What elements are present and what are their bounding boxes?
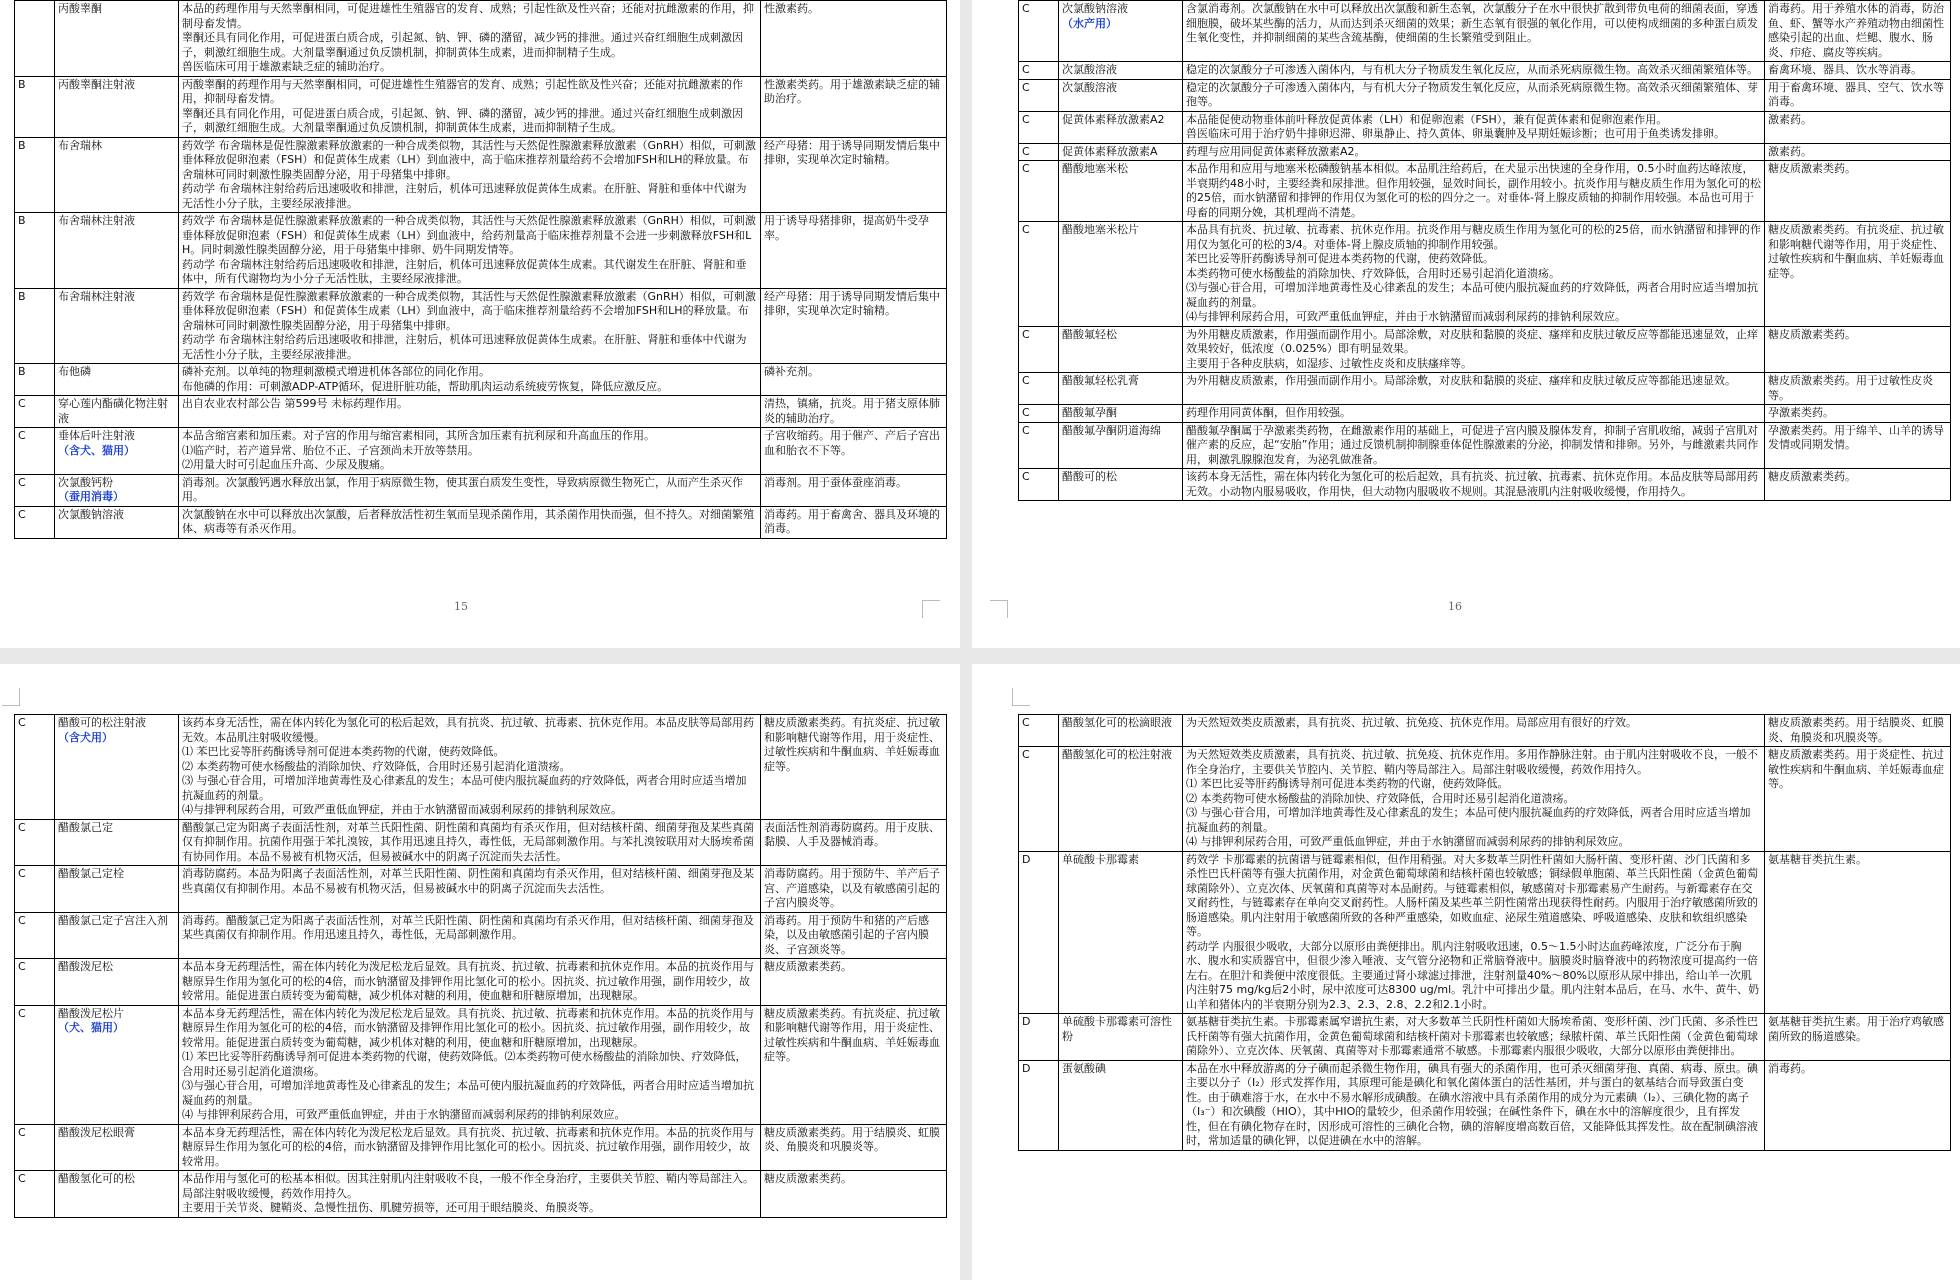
drug-category-cell: C: [1019, 469, 1059, 501]
table-row: [1019, 143, 1951, 161]
drug-category-cell: C: [15, 959, 55, 1006]
table-row: [15, 1124, 947, 1171]
indication-cell: 消毒剂。用于蚕体蚕座消毒。: [761, 474, 947, 506]
indication-cell: 糖皮质激素类药。用于结膜炎、虹膜炎、角膜炎和巩膜炎等。: [1765, 715, 1951, 747]
indication-cell: 孕激素类药。: [1765, 405, 1951, 423]
pharmacology-cell: 为外用糖皮质激素，作用强而副作用小。局部涂敷，对皮肤和黏膜的炎症、瘙痒和皮肤过敏反应等都能迅速显效，止痒效果较好，低浓度（0.025%）即有明显效果。 主要用于各种皮肤病，如湿疹、过敏性皮炎和皮肤瘙痒等。: [1183, 326, 1765, 373]
document-page-17: [0, 664, 960, 1280]
drug-category-cell: C: [1019, 405, 1059, 423]
indication-cell: 糖皮质激素类药。: [1765, 161, 1951, 222]
drug-category-cell: C: [15, 866, 55, 913]
pharmacology-cell: 药效学 卡那霉素的抗菌谱与链霉素相似，但作用稍强。对大多数革兰阴性杆菌如大肠杆菌、变形杆菌、沙门氏菌和多杀性巴氏杆菌等有强大抗菌作用，对金黄色葡萄球菌和结核杆菌也较敏感；铜绿假单胞菌、革兰氏阳性菌（金黄色葡萄球菌除外）、立克次体、厌氧菌和真菌等对本品耐药。与链霉素相似，敏感菌对卡那霉素易产生耐药。与新霉素存在交叉耐药性，与链霉素存在单向交叉耐药性。人肠杆菌及某些革兰阴性菌常出现获得性耐药。内服用于治疗敏感菌所致的肠道感染。肌内注射用于敏感菌所致的各种严重感染，如败血症、泌尿生殖道感染、呼吸道感染、皮肤和软组织感染等。 药动学 内服很少吸收，大部分以原形由粪便排出。肌内注射吸收迅速，0.5～1.5小时达血药峰浓度，广泛分布于胸水、腹水和实质器官中，但很少渗入唾液、支气管分泌物和正常脑脊液中。脑膜炎时脑脊液中的药物浓度可提高约一倍左右。在胆汁和粪便中浓度很低。主要通过肾小球滤过排泄，注射剂量40%～80%以原形从尿中排出，给山羊一次肌内注射75 mg/kg后2小时，尿中浓度可达8300 ug/ml。乳汁中可排出少量。肌内注射本品后，在马、水牛、黄牛、奶山羊和猪体内的半衰期分别为2.3、2.3、2.8、2.2和2.1小时。: [1183, 851, 1765, 1014]
drug-name-cell: [1059, 111, 1183, 143]
indication-cell: 经产母猪：用于诱导同期发情后集中排卵，实现单次定时输精。: [761, 137, 947, 213]
drug-category-cell: C: [1019, 62, 1059, 80]
crop-mark: [922, 600, 940, 618]
pharmacology-cell: 磷补充剂。以单纯的物理刺激模式增进机体各部位的同化作用。 布他磷的作用：可刺激ADP-ATP循环，促进肝脏功能，帮助肌肉运动系统疲劳恢复，降低应激反应。: [179, 364, 761, 396]
drug-name: 次氯酸钠溶液: [1062, 2, 1128, 15]
drug-name: 布舍瑞林注射液: [58, 214, 135, 227]
pharmacology-cell: 该药本身无活性，需在体内转化为氢化可的松后起效，具有抗炎、抗过敏、抗毒素、抗休克作用。本品皮肤等局部用药无效。小动物内服易吸收，作用快，但大动物内服吸收不规则。其混悬液肌内注射吸收缓慢，作用持久。: [1183, 469, 1765, 501]
drug-name-cell: [1059, 1060, 1183, 1150]
drug-name: 醋酸可的松: [1062, 470, 1117, 483]
table-row: [1019, 747, 1951, 852]
drug-name-cell: [55, 137, 179, 213]
drug-name-cell: [55, 912, 179, 959]
indication-cell: 糖皮质激素类药。用于炎症性、抗过敏性疾病和牛酮血病、羊妊娠毒血症等。: [1765, 747, 1951, 852]
indication-cell: 糖皮质激素类药。: [1765, 326, 1951, 373]
drug-name-cell: [1059, 469, 1183, 501]
pharmacology-cell: 本品的药理作用与天然睾酮相同，可促进雄性生殖器官的发育、成熟；引起性欲及性兴奋；还能对抗雌激素的作用，抑制母畜发情。 睾酮还具有同化作用，可促进蛋白质合成，引起氮、钠、钾、磷的潴留，减少钙的排泄。通过兴奋红细胞生成刺激因子，刺激红细胞生成。大剂量睾酮通过负反馈机制，抑制黄体生成素，进而抑制精子生成。 兽医临床可用于雄激素缺乏症的辅助治疗。: [179, 1, 761, 77]
table-row: [1019, 422, 1951, 469]
drug-name-cell: [55, 364, 179, 396]
table-row: [1019, 1, 1951, 62]
indication-cell: 消毒药。用于畜禽舍、器具及环境的消毒。: [761, 506, 947, 538]
indication-cell: 消毒药。: [1765, 1060, 1951, 1150]
table-row: [15, 506, 947, 538]
drug-name-cell: [1059, 326, 1183, 373]
drug-name: 促黄体素释放激素A2: [1062, 112, 1165, 126]
pharmacology-cell: 稳定的次氯酸分子可渗透入菌体内，与有机大分子物质发生氧化反应，从而杀死病原微生物。高效杀灭细菌繁殖体等。: [1183, 62, 1765, 80]
drug-name-cell: [1059, 79, 1183, 111]
drug-name: 布舍瑞林注射液: [58, 289, 135, 303]
indication-cell: 糖皮质激素类药。有抗炎症、抗过敏和影响糖代谢等作用，用于炎症性、过敏性疾病和牛酮血病、羊妊娠毒血症等。: [1765, 222, 1951, 327]
table-row: [15, 364, 947, 396]
drug-category-cell: C: [1019, 111, 1059, 143]
pharmacology-cell: 消毒防腐药。本品为阳离子表面活性剂，对革兰氏阳性菌、阴性菌和真菌均有杀灭作用，但对结核杆菌、细菌芽孢及某些真菌仅有抑制作用。本品不易被有机物灭活，但易被碱水中的阴离子沉淀而失去活性。: [179, 866, 761, 913]
drug-name-cell: [55, 213, 179, 289]
drug-category-cell: C: [1019, 222, 1059, 327]
table-row: [1019, 222, 1951, 327]
drug-category-cell: C: [1019, 373, 1059, 405]
drug-name: 醋酸氯己定栓: [58, 867, 124, 880]
drug-category-cell: C: [1019, 143, 1059, 161]
pharmacology-cell: 稳定的次氯酸分子可渗透入菌体内，与有机大分子物质发生氧化反应，从而杀死病原微生物。高效杀灭细菌繁殖体、芽孢等。: [1183, 79, 1765, 111]
usage-scope-tag: （犬、猫用）: [58, 1021, 124, 1034]
pharmacology-cell: 消毒药。醋酸氯己定为阳离子表面活性剂，对革兰氏阳性菌、阴性菌和真菌均有杀灭作用，但对结核杆菌、细菌芽孢及某些真菌仅有抑制作用。作用迅速且持久，毒性低，无局部刺激作用。: [179, 912, 761, 959]
drug-name: 单硫酸卡那霉素: [1062, 852, 1139, 866]
pharmacology-cell: 出自农业农村部公告 第599号 未标药理作用。: [179, 396, 761, 428]
pharmacology-cell: 本品能促使动物垂体前叶释放促黄体素（LH）和促卵泡素（FSH），兼有促黄体素和促卵泡素作用。 兽医临床可用于治疗奶牛排卵迟滞、卵巢静止、持久黄体、卵巢囊肿及早期妊娠诊断；也可用于鱼类诱发排卵。: [1183, 111, 1765, 143]
drug-category-cell: [15, 1, 55, 77]
drug-category-cell: D: [1019, 1060, 1059, 1150]
table-row: [15, 1, 947, 77]
drug-category-cell: C: [15, 819, 55, 866]
drug-name: 次氯酸钠溶液: [58, 507, 124, 521]
pharmacology-cell: 消毒剂。次氯酸钙遇水释放出氯，作用于病原微生物，使其蛋白质发生变性，导致病原微生物死亡，从而产生杀灭作用。: [179, 474, 761, 506]
drug-name: 丙酸睾酮: [58, 2, 102, 15]
indication-cell: 性激素类药。用于雄激素缺乏症的辅助治疗。: [761, 76, 947, 137]
pharmacology-cell: 醋酸氟孕酮属于孕激素类药物，在雌激素作用的基础上，可促进子宫内膜及腺体发育，抑制子宫肌收缩，减弱子宫肌对催产素的反应，起“安胎”作用；通过反馈机制抑制腺垂体促性腺激素的分泌，抑制发情和排卵。另外，与雌激素共同作用，刺激乳腺腺泡发育，为泌乳做准备。: [1183, 422, 1765, 469]
drug-name-cell: [1059, 1014, 1183, 1061]
drug-category-cell: D: [1019, 851, 1059, 1014]
table-row: [15, 137, 947, 213]
table-row: [15, 396, 947, 428]
document-page-16: [972, 0, 1960, 648]
drug-name-cell: [1059, 851, 1183, 1014]
pharmacology-cell: 含氯消毒剂。次氯酸钠在水中可以释放出次氯酸和新生态氧，次氯酸分子在水中很快扩散到带负电荷的细菌表面，穿透细胞膜，破坏某些酶的活力，从而达到杀灭细菌的效果；新生态氧有很强的氧化作用，可以使构成细菌的多种蛋白质发生氧化变性，并抑制细菌的某些含巯基酶，使细菌的生长繁殖受到阻止。: [1183, 1, 1765, 62]
indication-cell: 子宫收缩药。用于催产、产后子宫出血和胎衣不下等。: [761, 428, 947, 475]
pharmacology-cell: 本品含缩宫素和加压素。对子宫的作用与缩宫素相同，其所含加压素有抗利尿和升高血压的作用。 ⑴临产时，若产道异常、胎位不正、子宫颈尚未开放等禁用。 ⑵用量大时可引起血压升高、少尿及腹痛。: [179, 428, 761, 475]
drug-category-cell: C: [1019, 326, 1059, 373]
drug-category-cell: C: [1019, 747, 1059, 852]
pharmacology-cell: 本品本身无药理活性，需在体内转化为泼尼松龙后显效。具有抗炎、抗过敏、抗毒素和抗休克作用。本品的抗炎作用与糖原异生作用为氢化可的松的4倍，而水钠潴留及排钾作用比氢化可的松小。因抗炎、抗过敏作用强，副作用较少，故较常用。: [179, 1124, 761, 1171]
indication-cell: 经产母猪：用于诱导同期发情后集中排卵，实现单次定时输精。: [761, 288, 947, 364]
table-row: [15, 959, 947, 1006]
page-number: 15: [454, 600, 468, 613]
drug-name-cell: [55, 1124, 179, 1171]
pharmacology-cell: 为天然短效类皮质激素，具有抗炎、抗过敏、抗免疫、抗休克作用。多用作静脉注射。由于肌内注射吸收不良，一般不作全身治疗，主要供关节腔内、关节腔、鞘内等局部注入。局部注射吸收缓慢，药效作用持久。 ⑴ 苯巴比妥等肝药酶诱导剂可促进本类药物的代谢，使药效降低。 ⑵ 本类药物可使水杨酸盐的消除加快、疗效降低，合用时还易引起消化道溃疡。 ⑶ 与强心苷合用，可增加洋地黄毒性及心律紊乱的发生；本品可使内服抗凝血药的疗效降低，两者合用时应适当增加抗凝血药的剂量。 ⑷ 与排钾利尿药合用，可致严重低血钾症，并由于水钠潴留而减弱利尿药的排钠利尿效应。: [1183, 747, 1765, 852]
drug-category-cell: B: [15, 213, 55, 289]
drug-category-cell: C: [15, 474, 55, 506]
pharmacology-cell: 该药本身无活性，需在体内转化为氢化可的松后起效，具有抗炎、抗过敏、抗毒素、抗休克作用。本品皮肤等局部用药无效。本品肌注射吸收缓慢。 ⑴ 苯巴比妥等肝药酶诱导剂可促进本类药物的代谢，使药效降低。 ⑵ 本类药物可使水杨酸盐的消除加快、疗效降低，合用时还易引起消化道溃疡。 ⑶ 与强心苷合用，可增加洋地黄毒性及心律紊乱的发生；本品可使内服抗凝血药的疗效降低，两者合用时应适当增加抗凝血药的剂量。 ⑷与排钾利尿药合用，可致严重低血钾症，并由于水钠潴留而减弱利尿药的排钠利尿效应。: [179, 715, 761, 820]
document-page-18: [972, 664, 1960, 1280]
pharmacology-cell: 次氯酸钠在水中可以释放出次氯酸，后者释放活性初生氧而呈现杀菌作用，其杀菌作用快而强，但不持久。对细菌繁殖体、病毒等有杀灭作用。: [179, 506, 761, 538]
pharmacology-cell: 本品作用与氢化可的松基本相似。因其注射肌内注射吸收不良，一般不作全身治疗，主要供关节腔、鞘内等局部注入。局部注射吸收缓慢，药效作用持久。 主要用于关节炎、腱鞘炎、急慢性扭伤、肌腱劳损等，还可用于眼结膜炎、角膜炎等。: [179, 1171, 761, 1218]
drug-table: [14, 714, 947, 1218]
pharmacology-cell: 药效学 布舍瑞林是促性腺激素释放激素的一种合成类似物，其活性与天然促性腺激素释放激素（GnRH）相似，可刺激垂体释放促卵泡素（FSH）和促黄体生成素（LH）到血液中，高于临床推荐剂量给药不会增加FSH和LH的释放量。布舍瑞林可同时刺激性腺类固醇分泌，用于母猪集中排卵。 药动学 布舍瑞林注射给药后迅速吸收和排泄，注射后，机体可迅速释放促黄体生成素。在肝脏、肾脏和垂体中代谢为无活性小分子肽，主要经尿液排泄。: [179, 137, 761, 213]
drug-name-cell: [1059, 373, 1183, 405]
drug-name-cell: [55, 866, 179, 913]
drug-category-cell: C: [1019, 422, 1059, 469]
indication-cell: 糖皮质激素类药。: [1765, 469, 1951, 501]
table-row: [15, 1171, 947, 1218]
table-row: [15, 866, 947, 913]
drug-name: 单硫酸卡那霉素可溶性粉: [1062, 1015, 1172, 1043]
drug-name: 布舍瑞林: [58, 138, 102, 152]
table-row: [1019, 1060, 1951, 1150]
drug-name: 醋酸泼尼松片: [58, 1006, 124, 1020]
drug-name-cell: [1059, 1, 1183, 62]
pharmacology-cell: 本品本身无药理活性，需在体内转化为泼尼松龙后显效。具有抗炎、抗过敏、抗毒素和抗休克作用。本品的抗炎作用与糖原异生作用为氢化可的松的4倍，而水钠潴留及排钾作用比氢化可的松小。因抗炎、抗过敏作用强，副作用较少，故较常用。能促进蛋白质转变为葡萄糖，减少机体对糖的利用，使血糖和肝糖原增加，出现糖尿。 ⑴ 苯巴比妥等肝药酶诱导剂可促进本类药物的代谢，使药效降低。⑵本类药物可使水杨酸盐的消除加快、疗效降低，合用时还易引起消化道溃疡。 ⑶与强心苷合用，可增加洋地黄毒性及心律紊乱的发生；本品可使内服抗凝血药的疗效降低，两者合用时应适当增加抗凝血药的剂量。 ⑷ 与排钾利尿药合用，可致严重低血钾症，并由于水钠潴留而减弱利尿药的排钠利尿效应。: [179, 1005, 761, 1124]
drug-category-cell: B: [15, 364, 55, 396]
table-row: [1019, 161, 1951, 222]
drug-name: 次氯酸溶液: [1062, 80, 1117, 94]
drug-name-cell: [55, 819, 179, 866]
pharmacology-cell: 氨基糖苷类抗生素。卡那霉素属窄谱抗生素，对大多数革兰氏阴性杆菌如大肠埃希菌、变形杆菌、沙门氏菌、多杀性巴氏杆菌等有强大抗菌作用，金黄色葡萄球菌和结核杆菌对卡那霉素也较敏感；绿脓杆菌、革兰氏阳性菌（金黄色葡萄球菌除外）、立克次体、厌氧菌、真菌等对卡那霉素通常不敏感。卡那霉素内服很少吸收，大部分以原形由粪便排出。: [1183, 1014, 1765, 1061]
drug-category-cell: C: [1019, 715, 1059, 747]
drug-name-cell: [55, 715, 179, 820]
drug-name-cell: [1059, 222, 1183, 327]
pharmacology-cell: 本品本身无药理活性，需在体内转化为泼尼松龙后显效。具有抗炎、抗过敏、抗毒素和抗休克作用。本品的抗炎作用与糖原异生作用为氢化可的松的4倍，而水钠潴留及排钾作用比氢化可的松小。因抗炎、抗过敏作用强，副作用较少，故较常用。能促进蛋白质转变为葡萄糖，减少机体对糖的利用，使血糖和肝糖原增加，出现糖尿。: [179, 959, 761, 1006]
drug-name: 垂体后叶注射液: [58, 429, 135, 442]
pharmacology-cell: 本品作用和应用与地塞米松磷酸钠基本相似。本品肌注给药后，在犬显示出快速的全身作用，0.5小时血药达峰浓度，半衰期约48小时，主要经粪和尿排泄。但作用较强，显效时间长，副作用较小。抗炎作用与糖皮质生作用为氢化可的松的25倍，而水钠潴留和排钾的作用仅为氢化可的松的四分之一。对垂体-肾上腺皮质轴的抑制作用较强。本品也可用于母畜的同期分娩，其机理尚不清楚。: [1183, 161, 1765, 222]
drug-category-cell: C: [15, 912, 55, 959]
drug-name: 醋酸氟轻松乳膏: [1062, 374, 1139, 387]
pharmacology-cell: 药理作用同黄体酮，但作用较强。: [1183, 405, 1765, 423]
drug-name-cell: [55, 396, 179, 428]
pharmacology-cell: 为外用糖皮质激素，作用强而副作用小。局部涂敷，对皮肤和黏膜的炎症、瘙痒和皮肤过敏反应等都能迅速显效。: [1183, 373, 1765, 405]
indication-cell: 糖皮质激素类药。: [761, 1171, 947, 1218]
drug-name: 促黄体素释放激素A: [1062, 144, 1158, 158]
drug-table: [14, 0, 947, 539]
drug-name: 醋酸氢化可的松: [58, 1172, 135, 1185]
indication-cell: 消毒防腐药。用于预防牛、羊产后子宫、产道感染，以及有敏感菌引起的子宫内膜炎等。: [761, 866, 947, 913]
drug-name: 醋酸泼尼松眼膏: [58, 1125, 135, 1139]
drug-name: 次氯酸钙粉: [58, 475, 113, 489]
drug-name-cell: [1059, 747, 1183, 852]
table-row: [15, 474, 947, 506]
table-row: [15, 715, 947, 820]
table-row: [1019, 326, 1951, 373]
drug-name-cell: [1059, 422, 1183, 469]
table-row: [1019, 62, 1951, 80]
drug-category-cell: C: [15, 1124, 55, 1171]
pharmacology-cell: 醋酸氯己定为阳离子表面活性剂，对革兰氏阳性菌、阴性菌和真菌均有杀灭作用，但对结核杆菌、细菌芽孢及某些真菌仅有抑制作用。抗菌作用强于苯扎溴铵，其作用迅速且持久，毒性低，无局部刺激作用。与苯扎溴铵联用对大肠埃希菌有协同作用。本品不易被有机物灭活，但易被碱水中的阴离子沉淀而失去活性。: [179, 819, 761, 866]
drug-table: [1018, 0, 1951, 501]
document-page-15: [0, 0, 960, 648]
drug-name-cell: [55, 288, 179, 364]
drug-name: 穿心莲内酯磺化物注射液: [58, 397, 168, 425]
drug-name-cell: [55, 76, 179, 137]
indication-cell: 性激素药。: [761, 1, 947, 77]
drug-category-cell: C: [15, 1005, 55, 1124]
indication-cell: 清热，镇痛，抗炎。用于猪支原体肺炎的辅助治疗。: [761, 396, 947, 428]
drug-name-cell: [1059, 715, 1183, 747]
drug-category-cell: B: [15, 137, 55, 213]
crop-mark: [1012, 688, 1030, 706]
drug-name-cell: [55, 959, 179, 1006]
table-row: [1019, 851, 1951, 1014]
table-row: [1019, 405, 1951, 423]
table-row: [15, 1005, 947, 1124]
pharmacology-cell: 药效学 布舍瑞林是促性腺激素释放激素的一种合成类似物，其活性与天然促性腺激素释放激素（GnRH）相似，可刺激垂体释放促卵泡素（FSH）和促黄体生成素（LH）到血液中，高于临床推荐剂量给药不会增加FSH和LH的释放量。布舍瑞林可同时刺激性腺类固醇分泌，用于母猪集中排卵。 药动学 布舍瑞林注射给药后迅速吸收和排泄，注射后，机体可迅速释放促黄体生成素。在肝脏、肾脏和垂体中代谢为无活性小分子肽，主要经尿液排泄。: [179, 288, 761, 364]
drug-name: 醋酸氢化可的松注射液: [1062, 748, 1172, 761]
drug-name: 醋酸氟轻松: [1062, 327, 1117, 341]
crop-mark: [2, 688, 20, 706]
table-row: [1019, 111, 1951, 143]
table-row: [1019, 469, 1951, 501]
drug-name: 醋酸地塞米松片: [1062, 223, 1139, 236]
drug-category-cell: C: [15, 506, 55, 538]
pharmacology-cell: 药效学 布舍瑞林是促性腺激素释放激素的一种合成类似物，其活性与天然促性腺激素释放激素（GnRH）相似，可刺激垂体释放促卵泡素（FSH）和促黄体生成素（LH）到血液中，给药剂量高于临床推荐剂量不会进一步刺激释放FSH和LH。同时刺激性腺类固醇分泌，用于母猪集中排卵、奶牛同期发情等。 药动学 布舍瑞林注射给药后迅速吸收和排泄，注射后，机体可迅速释放促黄体生成素。其代谢发生在肝脏、肾脏和垂体中，所有代谢物均为小分子无活性肽，主要经尿液排泄。: [179, 213, 761, 289]
indication-cell: 糖皮质激素类药。用于过敏性皮炎等。: [1765, 373, 1951, 405]
drug-name: 醋酸地塞米松: [1062, 162, 1128, 175]
drug-name-cell: [55, 1005, 179, 1124]
drug-name: 布他磷: [58, 365, 91, 378]
table-row: [15, 76, 947, 137]
indication-cell: 磷补充剂。: [761, 364, 947, 396]
drug-name: 醋酸氢化可的松滴眼液: [1062, 716, 1172, 729]
drug-name: 丙酸睾酮注射液: [58, 77, 135, 91]
drug-name: 醋酸泼尼松: [58, 960, 113, 973]
pharmacology-cell: 本品在水中释放游离的分子碘而起杀微生物作用，碘具有强大的杀菌作用，也可杀灭细菌芽孢、真菌、病毒、原虫。碘主要以分子（I₂）形式发挥作用，其原理可能是碘化和氧化菌体蛋白的活性基团，并与蛋白的氨基结合而导致蛋白变性。由于碘难溶于水，在水中不易水解形成碘酸。在碘水溶液中具有杀菌作用的成分为元素碘（I₂）、三碘化物的离子（I₃⁻）和次碘酸（HIO），其中HIO的量较少，但杀菌作用较强；在碱性条件下，碘在水中的溶解度很少，且有挥发性，但在有碘化物存在时，因形成可溶性的三碘化合物，碘的溶解度增高数百倍，又能降低其挥发性。故在配制碘溶液时，常加适量的碘化钾，以促进碘在水中的溶解。: [1183, 1060, 1765, 1150]
indication-cell: 用于诱导母猪排卵，提高奶牛受孕率。: [761, 213, 947, 289]
usage-scope-tag: （水产用）: [1062, 16, 1117, 30]
drug-name-cell: [1059, 62, 1183, 80]
indication-cell: 氨基糖苷类抗生素。用于治疗鸡敏感菌所致的肠道感染。: [1765, 1014, 1951, 1061]
indication-cell: 消毒药。用于预防牛和猪的产后感染，以及由敏感菌引起的子宫内膜炎、子宫颈炎等。: [761, 912, 947, 959]
pharmacology-cell: 丙酸睾酮的药理作用与天然睾酮相同，可促进雄性生殖器官的发育、成熟；引起性欲及性兴奋；还能对抗雌激素的作用，抑制母畜发情。 睾酮还具有同化作用，可促进蛋白质合成，引起氮、钠、钾、磷的潴留，减少钙的排泄。通过兴奋红细胞生成刺激因子，刺激红细胞生成。大剂量睾酮通过负反馈机制，抑制黄体生成素，进而抑制精子生成。: [179, 76, 761, 137]
drug-name-cell: [55, 474, 179, 506]
drug-name-cell: [1059, 161, 1183, 222]
drug-name-cell: [55, 506, 179, 538]
usage-scope-tag: （含犬用）: [58, 730, 113, 744]
drug-category-cell: C: [15, 715, 55, 820]
drug-category-cell: D: [1019, 1014, 1059, 1061]
indication-cell: 激素药。: [1765, 111, 1951, 143]
drug-table: [1018, 714, 1951, 1151]
indication-cell: 糖皮质激素类药。有抗炎症、抗过敏和影响糖代谢等作用，用于炎症性、过敏性疾病和牛酮血病、羊妊娠毒血症等。: [761, 715, 947, 820]
drug-category-cell: C: [15, 396, 55, 428]
indication-cell: 糖皮质激素类药。用于结膜炎、虹膜炎、角膜炎和巩膜炎等。: [761, 1124, 947, 1171]
drug-name: 醋酸可的松注射液: [58, 716, 146, 729]
indication-cell: 畜禽环境、器具、饮水等消毒。: [1765, 62, 1951, 80]
drug-category-cell: C: [15, 428, 55, 475]
table-row: [15, 288, 947, 364]
usage-scope-tag: （蚕用消毒）: [58, 490, 124, 503]
crop-mark: [990, 600, 1008, 618]
indication-cell: 氨基糖苷类抗生素。: [1765, 851, 1951, 1014]
drug-name-cell: [1059, 143, 1183, 161]
drug-category-cell: C: [1019, 161, 1059, 222]
indication-cell: 孕激素类药。用于绵羊、山羊的诱导发情或同期发情。: [1765, 422, 1951, 469]
drug-name-cell: [55, 1171, 179, 1218]
table-row: [1019, 715, 1951, 747]
indication-cell: 表面活性剂消毒防腐药。用于皮肤、黏膜、人手及器械消毒。: [761, 819, 947, 866]
indication-cell: 糖皮质激素类药。有抗炎症、抗过敏和影响糖代谢等作用，用于炎症性、过敏性疾病和牛酮血病、羊妊娠毒血症等。: [761, 1005, 947, 1124]
usage-scope-tag: （含犬、猫用）: [58, 443, 135, 457]
drug-category-cell: C: [1019, 1, 1059, 62]
drug-name: 醋酸氯己定: [58, 820, 113, 834]
indication-cell: 激素药。: [1765, 143, 1951, 161]
table-row: [1019, 373, 1951, 405]
table-row: [1019, 1014, 1951, 1061]
indication-cell: 消毒药。用于养殖水体的消毒，防治鱼、虾、蟹等水产养殖动物由细菌性感染引起的出血、烂鳃、腹水、肠炎、疖疮、腐皮等疾病。: [1765, 1, 1951, 62]
pharmacology-cell: 本品具有抗炎、抗过敏、抗毒素、抗休克作用。抗炎作用与糖皮质生作用为氢化可的松的25倍，而水钠潴留和排钾的作用仅为氢化可的松的3/4。对垂体-肾上腺皮质轴的抑制作用较强。 苯巴比妥等肝药酶诱导剂可促进本类药物的代谢，使药效降低。 本类药物可使水杨酸盐的消除加快、疗效降低，合用时还易引起消化道溃疡。 ⑶与强心苷合用，可增加洋地黄毒性及心律紊乱的发生；本品可使内服抗凝血药的疗效降低，两者合用时应适当增加抗凝血药的剂量。 ⑷与排钾利尿药合用，可致严重低血钾症，并由于水钠潴留而减弱利尿药的排钠利尿效应。: [1183, 222, 1765, 327]
drug-category-cell: C: [15, 1171, 55, 1218]
drug-category-cell: B: [15, 76, 55, 137]
table-row: [15, 213, 947, 289]
table-row: [15, 428, 947, 475]
drug-category-cell: B: [15, 288, 55, 364]
drug-name-cell: [55, 1, 179, 77]
indication-cell: 糖皮质激素类药。: [761, 959, 947, 1006]
drug-name: 次氯酸溶液: [1062, 63, 1117, 76]
drug-name: 醋酸氟孕酮: [1062, 406, 1117, 419]
drug-name: 醋酸氯己定子宫注入剂: [58, 913, 168, 927]
drug-name: 醋酸氟孕酮阴道海绵: [1062, 423, 1161, 437]
drug-name-cell: [1059, 405, 1183, 423]
drug-category-cell: C: [1019, 79, 1059, 111]
pharmacology-cell: 药理与应用同促黄体素释放激素A2。: [1183, 143, 1765, 161]
table-row: [15, 819, 947, 866]
drug-name: 蛋氨酸碘: [1062, 1061, 1106, 1075]
page-number: 16: [1448, 600, 1462, 613]
pharmacology-cell: 为天然短效类皮质激素，具有抗炎、抗过敏、抗免疫、抗休克作用。局部应用有很好的疗效。: [1183, 715, 1765, 747]
drug-name-cell: [55, 428, 179, 475]
table-row: [1019, 79, 1951, 111]
indication-cell: 用于畜禽环境、器具、空气、饮水等消毒。: [1765, 79, 1951, 111]
table-row: [15, 912, 947, 959]
